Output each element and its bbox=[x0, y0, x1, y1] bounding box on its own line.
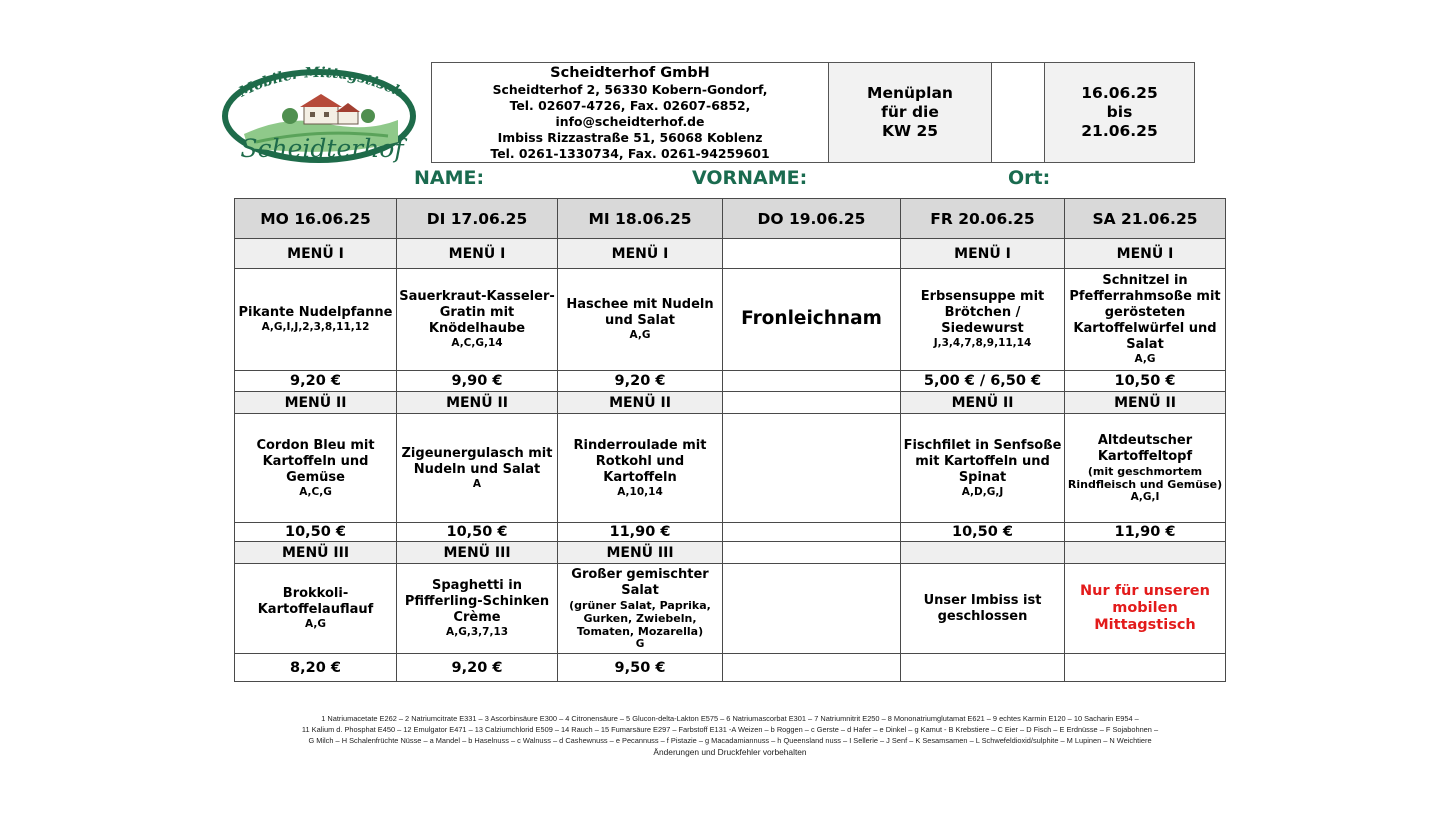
menu3-dish-row bbox=[235, 564, 1226, 654]
empty-cell bbox=[723, 564, 901, 654]
menuplan-for-label: für die bbox=[881, 103, 939, 121]
empty-cell bbox=[1065, 542, 1226, 564]
legend-line: G Milch – H Schalenfrüchte Nüsse – a Mandel – b Haselnuss – c Walnuss – d Cashewnuss – e Pecannuss – f Pistazie – g Macadamiannuss – h Queensland nuss – I Sellerie – J Senf – K Sesamsamen – L Schwefeldioxid/sulphite – M Lupinen – N Weichtiere bbox=[308, 736, 1152, 745]
calendar-week: KW 25 bbox=[881, 122, 939, 140]
closed-notice: Unser Imbiss ist geschlossen bbox=[923, 592, 1042, 624]
dish-name: Brokkoli-Kartoffelauflauf bbox=[257, 586, 374, 617]
dish-cell bbox=[397, 414, 558, 523]
dish-cell bbox=[558, 564, 723, 654]
dish-name: Spaghetti in Pfifferling-Schinken Crème bbox=[404, 578, 550, 625]
menu-label: MENÜ II bbox=[901, 392, 1065, 414]
dish-cell bbox=[235, 269, 397, 371]
day-do: DO 19.06.25 bbox=[723, 199, 901, 239]
menu1-dish-row bbox=[235, 269, 1226, 371]
period-start: 16.06.25 bbox=[1081, 84, 1158, 102]
notice-cell bbox=[1065, 564, 1226, 654]
price: 10,50 € bbox=[397, 523, 558, 542]
menuplan-label: Menüplan bbox=[867, 84, 953, 102]
dish-name: Altdeutscher Kartoffeltopf bbox=[1097, 432, 1193, 464]
period-separator: bis bbox=[1106, 103, 1133, 121]
menu-label: MENÜ I bbox=[235, 239, 397, 269]
dish-description: (mit geschmortem Rindfleisch und Gemüse) bbox=[1067, 464, 1223, 491]
price: 10,50 € bbox=[1065, 371, 1226, 392]
ort-label: Ort: bbox=[1008, 167, 1051, 189]
allergen-codes: A,C,G,14 bbox=[451, 337, 503, 349]
day-mi: MI 18.06.25 bbox=[558, 199, 723, 239]
price: 8,20 € bbox=[235, 654, 397, 682]
allergen-codes: A,D,G,J bbox=[961, 485, 1004, 498]
company-phone: Tel. 02607-4726, Fax. 02607-6852, bbox=[509, 97, 751, 113]
company-name: Scheidterhof GmbH bbox=[550, 64, 710, 81]
dish-name: Haschee mit Nudeln und Salat bbox=[566, 297, 714, 328]
allergen-codes: A,G bbox=[305, 618, 326, 630]
menu1-price-row bbox=[235, 371, 1226, 392]
menu3-price-row bbox=[235, 654, 1226, 682]
menu-label: MENÜ I bbox=[1065, 239, 1226, 269]
allergen-codes: A,10,14 bbox=[617, 485, 663, 498]
menu2-dish-row bbox=[235, 414, 1226, 523]
price: 10,50 € bbox=[901, 523, 1065, 542]
empty-cell bbox=[1065, 654, 1226, 682]
dish-cell bbox=[397, 269, 558, 371]
dish-cell bbox=[558, 269, 723, 371]
allergen-codes: A,G bbox=[629, 329, 651, 341]
dish-name: Cordon Bleu mit Kartoffeln und Gemüse bbox=[256, 437, 375, 485]
menu2-price-row bbox=[235, 523, 1226, 542]
price: 11,90 € bbox=[1065, 523, 1226, 542]
empty-cell bbox=[723, 239, 901, 269]
day-header-row bbox=[235, 199, 1226, 239]
day-mo: MO 16.06.25 bbox=[235, 199, 397, 239]
dish-cell bbox=[1065, 414, 1226, 523]
dish-cell bbox=[397, 564, 558, 654]
menu-label: MENÜ II bbox=[558, 392, 723, 414]
mobile-only-notice: Nur für unseren mobilen Mittagstisch bbox=[1080, 583, 1210, 633]
imbiss-phone: Tel. 0261-1330734, Fax. 0261-94259601 bbox=[490, 145, 770, 161]
allergen-codes: A,G bbox=[1134, 353, 1156, 365]
company-email: info@scheidterhof.de bbox=[555, 113, 705, 129]
price: 9,20 € bbox=[558, 371, 723, 392]
dish-name: Erbsensuppe mit Brötchen / Siedewurst bbox=[920, 289, 1045, 336]
blank-cell bbox=[992, 63, 1045, 163]
menu-label: MENÜ I bbox=[397, 239, 558, 269]
dish-cell bbox=[901, 414, 1065, 523]
allergen-codes: A,G,3,7,13 bbox=[445, 626, 509, 638]
empty-cell bbox=[723, 523, 901, 542]
empty-cell bbox=[723, 392, 901, 414]
period-end: 21.06.25 bbox=[1081, 122, 1158, 140]
menu-label: MENÜ III bbox=[235, 542, 397, 564]
vorname-label: VORNAME: bbox=[692, 167, 808, 189]
allergen-codes: G bbox=[635, 637, 645, 650]
legend-line: 1 Natriumacetate E262 – 2 Natriumcitrate E331 – 3 Ascorbinsäure E300 – 4 Citronensäure – 5 Glucon-delta-Lakton E575 – 6 Natriumascorbat E301 – 7 Natriumnitrit E250 – 8 Mononatriumglutamat E621 – 9 echtes Karmin E120 – 10 Sacharin E954 – bbox=[321, 714, 1139, 723]
disclaimer: Änderungen und Druckfehler vorbehalten bbox=[653, 747, 807, 757]
menu-label: MENÜ I bbox=[901, 239, 1065, 269]
allergen-codes: A,G,I bbox=[1130, 490, 1160, 503]
dish-description: (grüner Salat, Paprika, Gurken, Zwiebeln, Tomaten, Mozarella) bbox=[569, 598, 711, 638]
dish-name: Fischfilet in Senfsoße mit Kartoffeln und Spinat bbox=[903, 437, 1062, 485]
period-cell bbox=[1045, 63, 1195, 163]
header-box bbox=[431, 62, 1195, 163]
menu2-label-row bbox=[235, 392, 1226, 414]
imbiss-address: Imbiss Rizzastraße 51, 56068 Koblenz bbox=[497, 129, 763, 145]
dish-cell bbox=[235, 564, 397, 654]
menu-label: MENÜ III bbox=[397, 542, 558, 564]
holiday-name: Fronleichnam bbox=[741, 307, 882, 329]
dish-cell bbox=[1065, 269, 1226, 371]
empty-cell bbox=[723, 371, 901, 392]
empty-cell bbox=[901, 654, 1065, 682]
logo-script-text: Scheidterhof bbox=[240, 134, 404, 163]
dish-name: Pikante Nudelpfanne bbox=[238, 305, 393, 320]
allergen-codes: A bbox=[472, 477, 482, 490]
price: 9,50 € bbox=[558, 654, 723, 682]
logo-arc-text: Mobiler Mittagstisch bbox=[236, 64, 406, 101]
menuplan-cell bbox=[829, 63, 992, 163]
day-di: DI 17.06.25 bbox=[397, 199, 558, 239]
logo-graphic bbox=[218, 62, 420, 168]
menu-label: MENÜ II bbox=[397, 392, 558, 414]
dish-name: Zigeunergulasch mit Nudeln und Salat bbox=[401, 445, 553, 477]
allergen-codes: A,G,I,J,2,3,8,11,12 bbox=[261, 321, 370, 333]
price: 10,50 € bbox=[235, 523, 397, 542]
dish-name: Großer gemischter Salat bbox=[571, 566, 709, 598]
menu-grid bbox=[234, 198, 1226, 682]
allergen-codes: J,3,4,7,8,9,11,14 bbox=[933, 337, 1032, 349]
dish-name: Schnitzel in Pfefferrahmsoße mit gerösteten Kartoffelwürfel und Salat bbox=[1069, 273, 1221, 352]
day-fr: FR 20.06.25 bbox=[901, 199, 1065, 239]
price: 9,20 € bbox=[397, 654, 558, 682]
allergen-legend bbox=[230, 713, 1230, 758]
company-info bbox=[432, 63, 829, 163]
legend-line: 11 Kalium d. Phosphat E450 – 12 Emulgator E471 – 13 Calziumchlorid E509 – 14 Rauch – 15 Fumarsäure E297 – Farbstoff E131 -A Weizen – b Roggen – c Gerste – d Hafer – e Dinkel – g Kamut - B Krebstiere – C Eier – D Fisch – E Erdnüsse – F Sojabohnen – bbox=[301, 725, 1159, 734]
menu-label: MENÜ I bbox=[558, 239, 723, 269]
name-label: NAME: bbox=[414, 167, 485, 189]
dish-name: Rinderroulade mit Rotkohl und Kartoffeln bbox=[573, 437, 707, 485]
dish-name: Sauerkraut-Kasseler-Gratin mit Knödelhaube bbox=[399, 289, 555, 336]
allergen-codes: A,C,G bbox=[299, 485, 332, 498]
holiday-cell bbox=[723, 269, 901, 371]
menu-label: MENÜ III bbox=[558, 542, 723, 564]
dish-cell bbox=[901, 269, 1065, 371]
price: 9,20 € bbox=[235, 371, 397, 392]
company-logo bbox=[218, 62, 420, 168]
price: 11,90 € bbox=[558, 523, 723, 542]
notice-cell bbox=[901, 564, 1065, 654]
menu-label: MENÜ II bbox=[235, 392, 397, 414]
price: 9,90 € bbox=[397, 371, 558, 392]
menu3-label-row bbox=[235, 542, 1226, 564]
empty-cell bbox=[723, 542, 901, 564]
dish-cell bbox=[558, 414, 723, 523]
day-sa: SA 21.06.25 bbox=[1065, 199, 1226, 239]
dish-cell bbox=[235, 414, 397, 523]
company-address: Scheidterhof 2, 56330 Kobern-Gondorf, bbox=[492, 81, 768, 97]
empty-cell bbox=[723, 654, 901, 682]
empty-cell bbox=[901, 542, 1065, 564]
menu-label: MENÜ II bbox=[1065, 392, 1226, 414]
menu1-label-row bbox=[235, 239, 1226, 269]
empty-cell bbox=[723, 414, 901, 523]
price: 5,00 € / 6,50 € bbox=[901, 371, 1065, 392]
